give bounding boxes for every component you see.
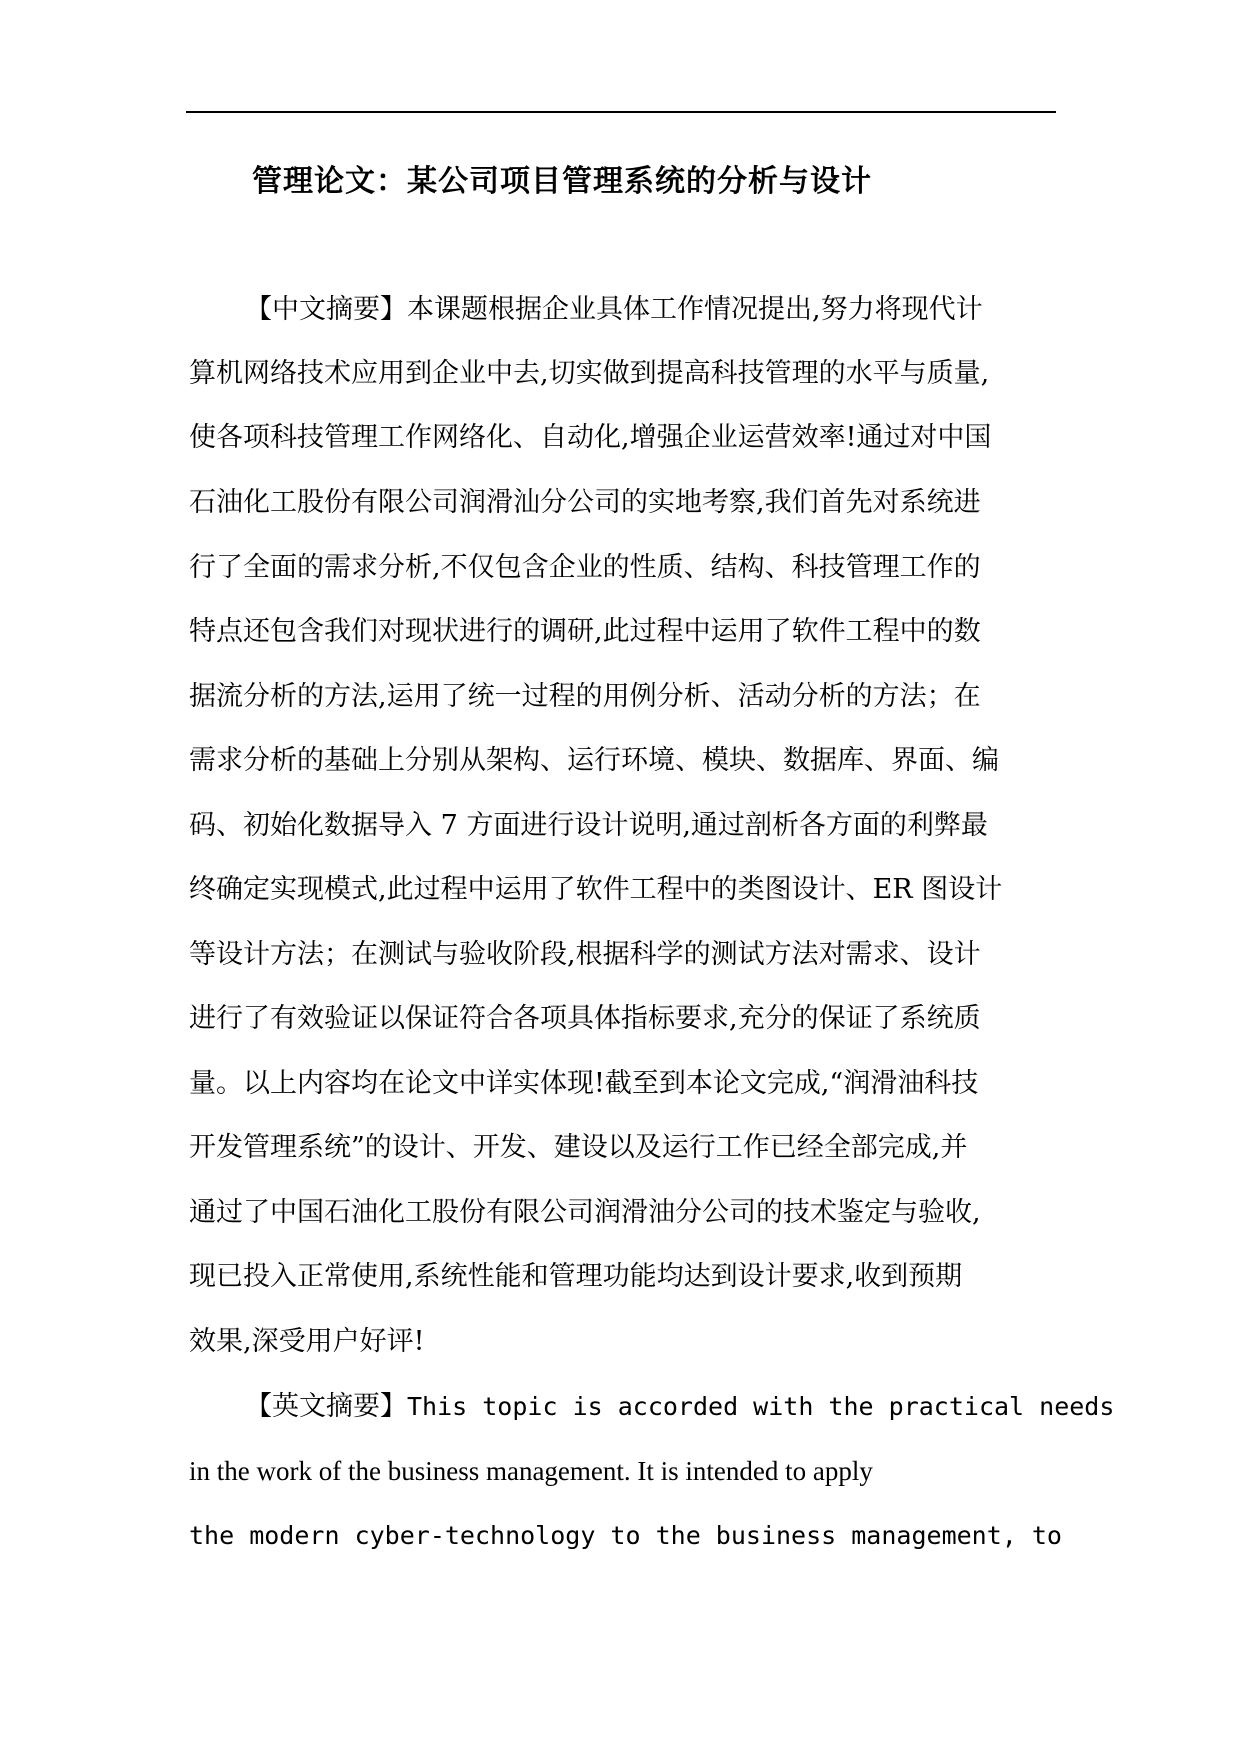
cn-abstract-line: 量。以上内容均在论文中详实体现!截至到本论文完成,“润滑油科技 [189, 1068, 979, 1099]
header-rule [186, 111, 1056, 113]
cn-abstract-line: 【中文摘要】本课题根据企业具体工作情况提出,努力将现代计 [245, 294, 983, 325]
cn-abstract-line: 算机网络技术应用到企业中去,切实做到提高科技管理的水平与质量, [189, 358, 990, 389]
en-abstract-line: in the work of the business management. It is intended to apply [189, 1456, 873, 1486]
cn-abstract-line: 现已投入正常使用,系统性能和管理功能均达到设计要求,收到预期 [189, 1261, 963, 1292]
cn-abstract-line: 通过了中国石油化工股份有限公司润滑油分公司的技术鉴定与验收, [189, 1197, 981, 1228]
cn-abstract-line: 开发管理系统”的设计、开发、建设以及运行工作已经全部完成,并 [189, 1132, 968, 1163]
en-abstract-line: the modern cyber-technology to the business management, to [189, 1521, 1062, 1550]
cn-abstract-line: 石油化工股份有限公司润滑汕分公司的实地考察,我们首先对系统进 [189, 487, 981, 518]
cn-abstract-line: 进行了有效验证以保证符合各项具体指标要求,充分的保证了系统质 [189, 1003, 981, 1034]
en-abstract-tag: 【英文摘要】 [245, 1391, 407, 1422]
cn-abstract-line: 行了全面的需求分析,不仅包含企业的性质、结构、科技管理工作的 [189, 552, 981, 583]
cn-abstract-line: 效果,深受用户好评! [189, 1326, 425, 1357]
cn-abstract-line: 据流分析的方法,运用了统一过程的用例分析、活动分析的方法；在 [189, 681, 981, 712]
cn-abstract-line: 码、初始化数据导入 7 方面进行设计说明,通过剖析各方面的利弊最 [189, 810, 988, 841]
cn-abstract-line: 等设计方法；在测试与验收阶段,根据科学的测试方法对需求、设计 [189, 939, 981, 970]
document-title: 管理论文：某公司项目管理系统的分析与设计 [252, 164, 872, 199]
en-abstract-line [245, 1387, 1114, 1427]
cn-abstract-line: 终确定实现模式,此过程中运用了软件工程中的类图设计、ER 图设计 [189, 874, 1003, 905]
cn-abstract-line: 使各项科技管理工作网络化、自动化,增强企业运营效率!通过对中国 [189, 422, 992, 453]
cn-abstract-line: 需求分析的基础上分别从架构、运行环境、模块、数据库、界面、编 [189, 745, 999, 776]
en-abstract-text: This topic is accorded with the practical needs [407, 1392, 1115, 1421]
cn-abstract-line: 特点还包含我们对现状进行的调研,此过程中运用了软件工程中的数 [189, 616, 981, 647]
